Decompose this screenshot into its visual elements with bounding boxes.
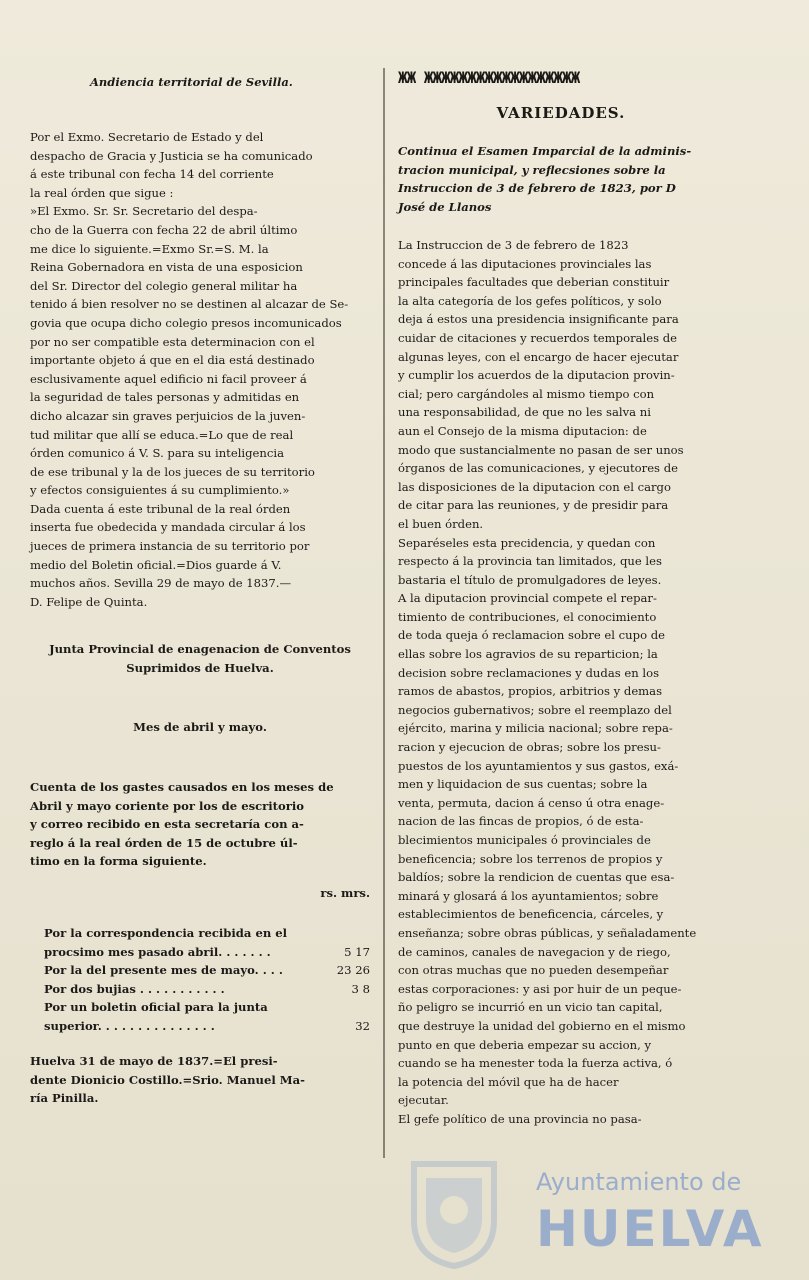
junta-title-line-2: Suprimidos de Huelva. [126, 660, 274, 675]
expense-amount [330, 924, 370, 943]
body-line: blecimientos municipales ó provinciales de [398, 833, 651, 847]
decree-line: por no ser compatible esta determinacion con el [30, 334, 315, 349]
cuenta-block [30, 778, 370, 871]
cuenta-line: timo en la forma siguiente. [30, 854, 207, 869]
decree-line: me dice lo siguiente.=Exmo Sr.=S. M. la [30, 241, 269, 256]
body-line: principales facultades que deberian constituir [398, 275, 670, 290]
body-line: venta, permuta, dacion á censo ú otra enage- [398, 795, 665, 810]
expense-label: Por dos bujias . . . . . . . . . . . [44, 981, 225, 996]
decree-line: despacho de Gracia y Justicia se ha comunicado [30, 148, 313, 163]
body-line: las disposiciones de la diputacion con el cargo [398, 479, 671, 494]
watermark-line-2: HUELVA [536, 1200, 764, 1258]
decree-line: de ese tribunal y la de los jueces de su territorio [30, 464, 315, 479]
body-line: A la diputacion provincial compete el repar- [398, 591, 657, 606]
body-line: racion y ejecucion de obras; sobre los presu- [398, 740, 661, 755]
expense-list [44, 924, 370, 1036]
body-line: El gefe político de una provincia no pasa- [398, 1111, 642, 1126]
body-line: concede á las diputaciones provinciales las [398, 256, 652, 271]
decree-line: la real órden que sigue : [30, 185, 174, 200]
decree-line: la seguridad de tales personas y admitidas en [30, 390, 300, 405]
body-block [398, 236, 730, 1129]
body-line: de toda queja ó reclamacion sobre el cupo de [398, 628, 666, 643]
body-line: con otras muchas que no pueden desempeñar [398, 963, 669, 978]
body-line: de caminos, canales de navegacion y de riego, [398, 944, 671, 959]
expense-row [44, 961, 370, 980]
cuenta-line: reglo á la real órden de 15 de octubre úl- [30, 835, 298, 850]
body-line: baldíos; sobre la rendicion de cuentas que esa- [398, 870, 675, 885]
body-line: que destruye la unidad del gobierno en el mismo [398, 1018, 686, 1033]
currency-header [30, 884, 370, 903]
subtitle-line: Instruccion de 3 de febrero de 1823, por D [398, 181, 676, 196]
closing-line: dente Dionicio Costillo.=Srio. Manuel Ma- [30, 1072, 305, 1087]
expense-amount: 5 17 [344, 944, 370, 959]
ornament-rule: ЖЖ ЖЖЖЖЖЖЖЖЖЖЖЖЖЖЖЖЖЖ [398, 68, 580, 87]
body-line: de citar para las reuniones, y de presidir para [398, 498, 669, 513]
body-line: minará y glosará á los ayuntamientos; sobre [398, 888, 659, 903]
body-line: el buen órden. [398, 516, 484, 531]
decree-line: Por el Exmo. Secretario de Estado y del [30, 130, 264, 144]
body-line: modo que sustancialmente no pasan de ser unos [398, 442, 684, 457]
body-line: puestos de los ayuntamientos y sus gastos, exá- [398, 758, 679, 773]
body-line: La Instruccion de 3 de febrero de 1823 [398, 238, 629, 252]
body-line: deja á estos una presidencia insignificante para [398, 312, 679, 327]
decree-line: dicho alcazar sin graves perjuicios de la juven- [30, 408, 306, 423]
decree-line: tud militar que allí se educa.=Lo que de real [30, 427, 294, 442]
expense-label: Por la del presente mes de mayo. . . . [44, 963, 283, 978]
subtitle-line: tracion municipal, y reflecsiones sobre la [398, 162, 666, 177]
expense-label: Por la correspondencia recibida en el [44, 926, 288, 940]
body-line: y cumplir los acuerdos de la diputacion provin- [398, 368, 675, 383]
body-line: cuidar de citaciones y recuerdos temporales de [398, 330, 678, 345]
decree-line: »El Exmo. Sr. Sr. Secretario del despa- [30, 204, 258, 219]
body-line: la alta categoría de los gefes políticos, y solo [398, 293, 662, 308]
expense-row [44, 943, 370, 962]
decree-line: medio del Boletin oficial.=Dios guarde á V. [30, 557, 282, 572]
junta-title-line-1: Junta Provincial de enagenacion de Conventos [49, 642, 351, 656]
months-heading [30, 718, 370, 737]
watermark-line-1: Ayuntamiento de [536, 1168, 742, 1196]
body-line: ejecutar. [398, 1093, 449, 1108]
expense-label: procsimo mes pasado abril. . . . . . . [44, 944, 271, 959]
expense-label: superior. . . . . . . . . . . . . . . [44, 1018, 215, 1033]
expense-row [44, 1017, 370, 1036]
decree-line: Reina Gobernadora en vista de una esposicion [30, 260, 303, 275]
decree-line: jueces de primera instancia de su territorio por [30, 539, 310, 554]
section-title: VARIEDADES. [496, 104, 626, 122]
decree-line: muchos años. Sevilla 29 de mayo de 1837.— [30, 576, 292, 591]
expense-amount [330, 998, 370, 1017]
left-header: Andiencia territorial de Sevilla. [90, 75, 293, 89]
expense-amount: 32 [355, 1018, 370, 1033]
ayuntamiento-watermark [388, 1150, 764, 1280]
decree-line: govia que ocupa dicho colegio presos incomunicados [30, 315, 342, 330]
body-line: ramos de abastos, propios, arbitrios y demas [398, 684, 663, 699]
body-line: decision sobre reclamaciones y dudas en los [398, 665, 660, 680]
body-line: aun el Consejo de la misma diputacion: de [398, 423, 647, 438]
decree-line: esclusivamente aquel edificio ni facil proveer á [30, 371, 307, 386]
decree-line: importante objeto á que en el dia está destinado [30, 353, 315, 368]
decree-line: inserta fue obedecida y mandada circular á los [30, 520, 306, 535]
decree-line: y efectos consiguientes á su cumplimiento.» [30, 483, 290, 498]
expense-row [44, 924, 370, 943]
body-line: Separéseles esta precidencia, y quedan con [398, 535, 656, 550]
column-divider [383, 68, 385, 1158]
body-line: establecimientos de beneficencia, cárceles, y [398, 907, 664, 922]
body-line: negocios gubernativos; sobre el reemplazo del [398, 702, 672, 717]
cuenta-line: Cuenta de los gastes causados en los meses de [30, 780, 334, 794]
body-line: men y liquidacion de sus cuentas; sobre la [398, 777, 648, 792]
subtitle-line: Continua el Esamen Imparcial de la adminis- [398, 144, 692, 158]
decree-line: cho de la Guerra con fecha 22 de abril último [30, 222, 298, 237]
body-line: ejército, marina y milicia nacional; sobre repa- [398, 721, 673, 736]
cuenta-line: y correo recibido en esta secretaría con a- [30, 817, 304, 832]
body-line: respecto á la provincia tan limitados, que les [398, 554, 662, 569]
cuenta-line: Abril y mayo coriente por los de escritorio [30, 798, 305, 813]
closing-block [30, 1052, 370, 1108]
body-line: ño peligro se incurrió en un vicio tan capital, [398, 1000, 663, 1015]
decree-line: á este tribunal con fecha 14 del corriente [30, 167, 274, 182]
decree-line: Dada cuenta á este tribunal de la real órden [30, 501, 291, 516]
body-line: ellas sobre los agravios de su reparticion; la [398, 647, 658, 662]
body-line: nacion de las fincas de propios, ó de esta- [398, 814, 644, 829]
body-line: bastaria el título de promulgadores de leyes. [398, 572, 662, 587]
shield-icon [408, 1158, 500, 1270]
decree-line: del Sr. Director del colegio general militar ha [30, 278, 298, 293]
expense-label: Por un boletin oficial para la junta [44, 1000, 268, 1015]
body-line: timiento de contribuciones, el conocimiento [398, 609, 657, 624]
body-line: cuando se ha menester toda la fuerza activa, ó [398, 1056, 673, 1071]
closing-line: Huelva 31 de mayo de 1837.=El presi- [30, 1054, 278, 1068]
body-line: órganos de las comunicaciones, y ejecutores de [398, 461, 678, 476]
decree-line: órden comunico á V. S. para su inteligencia [30, 446, 284, 461]
decree-line: D. Felipe de Quinta. [30, 594, 148, 609]
body-line: estas corporaciones: y asi por huir de un peque- [398, 981, 682, 996]
subtitle-line: José de Llanos [398, 199, 492, 214]
expense-row [44, 998, 370, 1017]
subtitle-block [398, 142, 730, 216]
closing-line: ría Pinilla. [30, 1091, 99, 1106]
currency-header-label: rs. mrs. [320, 886, 370, 900]
body-line: punto en que deberia empezar su accion, y [398, 1037, 652, 1052]
expense-row [44, 980, 370, 999]
expense-amount: 3 8 [351, 981, 370, 996]
months-label: Mes de abril y mayo. [133, 720, 267, 734]
decree-line: tenido á bien resolver no se destinen al alcazar de Se- [30, 297, 349, 312]
decree-block [30, 128, 370, 611]
body-line: cial; pero cargándoles al mismo tiempo con [398, 386, 655, 401]
body-line: la potencia del móvil que ha de hacer [398, 1074, 619, 1089]
body-line: una responsabilidad, de que no les salva ni [398, 405, 651, 420]
junta-title [30, 640, 370, 677]
body-line: beneficencia; sobre los terrenos de propios y [398, 851, 663, 866]
body-line: enseñanza; sobre obras públicas, y señaladamente [398, 925, 697, 940]
body-line: algunas leyes, con el encargo de hacer ejecutar [398, 349, 679, 364]
expense-amount: 23 26 [336, 963, 370, 978]
